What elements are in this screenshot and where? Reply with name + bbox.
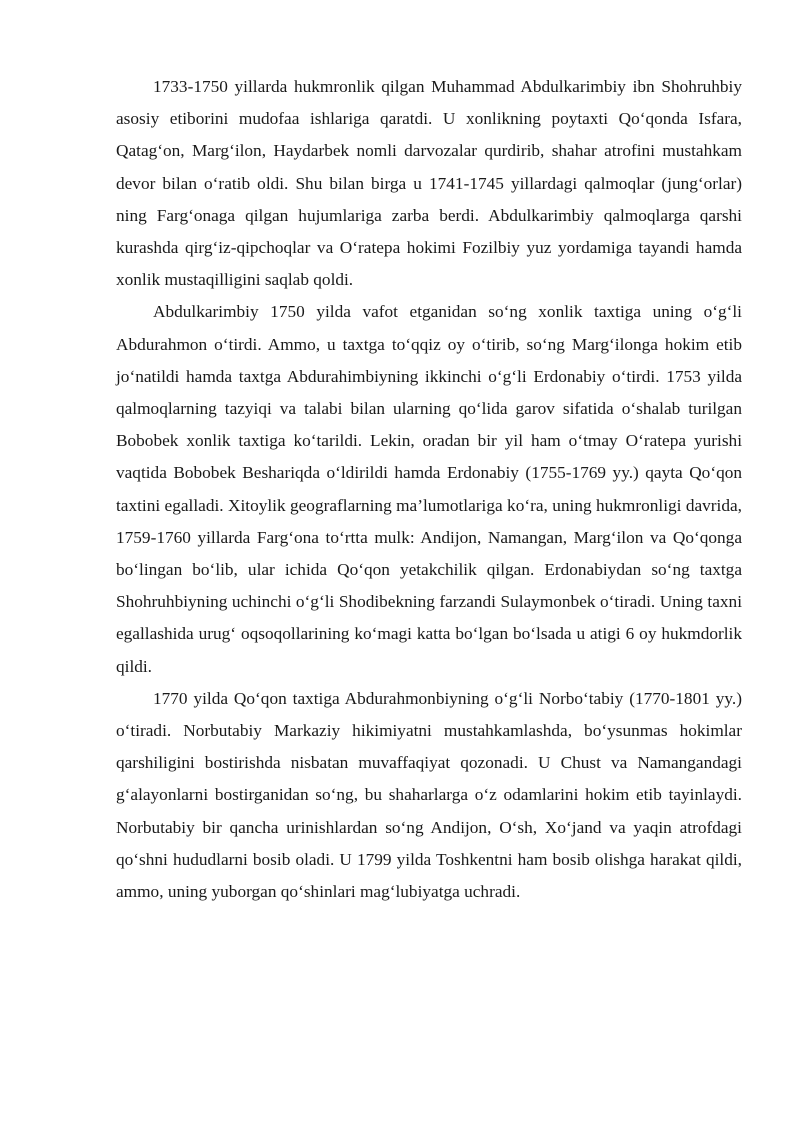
paragraph-norbutabiy-reign: 1770 yilda Qo‘qon taxtiga Abdurahmonbiyning o‘g‘li Norbo‘tabiy (1770-1801 yy.) o‘tiradi. Norbutabiy Markaziy hikimiyatni mustahkamlashda, bo‘ysunmas hokimlar qarshiligini bostirishda nisbatan muvaffaqiyat qozonadi. U Chust va Namangandagi g‘alayonlarni bostirganidan so‘ng, bu shaharlarga o‘z odamlarini hokim etib tayinlaydi. Norbutabiy bir qancha urinishlardan so‘ng Andijon, O‘sh, Xo‘jand va yaqin atrofdagi qo‘shni hududlarni bosib oladi. U 1799 yilda Toshkentni ham bosib olishga harakat qildi, ammo, uning yuborgan qo‘shinlari mag‘lubiyatga uchradi.: [116, 688, 742, 902]
paragraph-abdulkarimbiy-reign: 1733-1750 yillarda hukmronlik qilgan Muhammad Abdulkarimbiy ibn Shohruhbiy asosiy etiborini mudofaa ishlariga qaratdi. U xonlikning poytaxti Qo‘qonda Isfara, Qatag‘on, Marg‘ilon, Haydarbek nomli darvozalar qurdirib, shahar atrofini mustahkam devor bilan o‘ratib oldi. Shu bilan birga u 1741-1745 yillardagi qalmoqlar (jung‘orlar) ning Farg‘onaga qilgan hujumlariga zarba berdi. Abdulkarimbiy qalmoqlarga qarshi kurashda qirg‘iz-qipchoqlar va O‘ratepa hokimi Fozilbiy yuz yordamiga tayandi hamda xonlik mustaqilligini saqlab qoldi.: [116, 77, 742, 290]
text-body: [116, 71, 742, 908]
paragraph-succession: Abdulkarimbiy 1750 yilda vafot etganidan so‘ng xonlik taxtiga uning o‘g‘li Abdurahmon o‘tirdi. Ammo, u taxtga to‘qqiz oy o‘tirib, so‘ng Marg‘ilonga hokim etib jo‘natildi hamda taxtga Abdurahimbiyning ikkinchi o‘g‘li Erdonabiy o‘tirdi. 1753 yilda qalmoqlarning tazyiqi va talabi bilan ularning qo‘lida garov sifatida o‘shalab turilgan Bobobek xonlik taxtiga ko‘tarildi. Lekin, oradan bir yil ham o‘tmay O‘ratepa yurishi vaqtida Bobobek Beshariqda o‘ldirildi hamda Erdonabiy (1755-1769 yy.) qayta Qo‘qon taxtini egalladi. Xitoylik geograflarning ma’lumotlariga ko‘ra, uning hukmronligi davrida, 1759-1760 yillarda Farg‘ona to‘rtta mulk: Andijon, Namangan, Marg‘ilon va Qo‘qonga bo‘lingan bo‘lib, ular ichida Qo‘qon yetakchilik qilgan. Erdonabiydan so‘ng taxtga Shohruhbiyning uchinchi o‘g‘li Shodibekning farzandi Sulaymonbek o‘tiradi. Uning taxni egallashida urug‘ oqsoqollarining ko‘magi katta bo‘lgan bo‘lsada u atigi 6 oy hukmdorlik qildi.: [116, 302, 742, 676]
